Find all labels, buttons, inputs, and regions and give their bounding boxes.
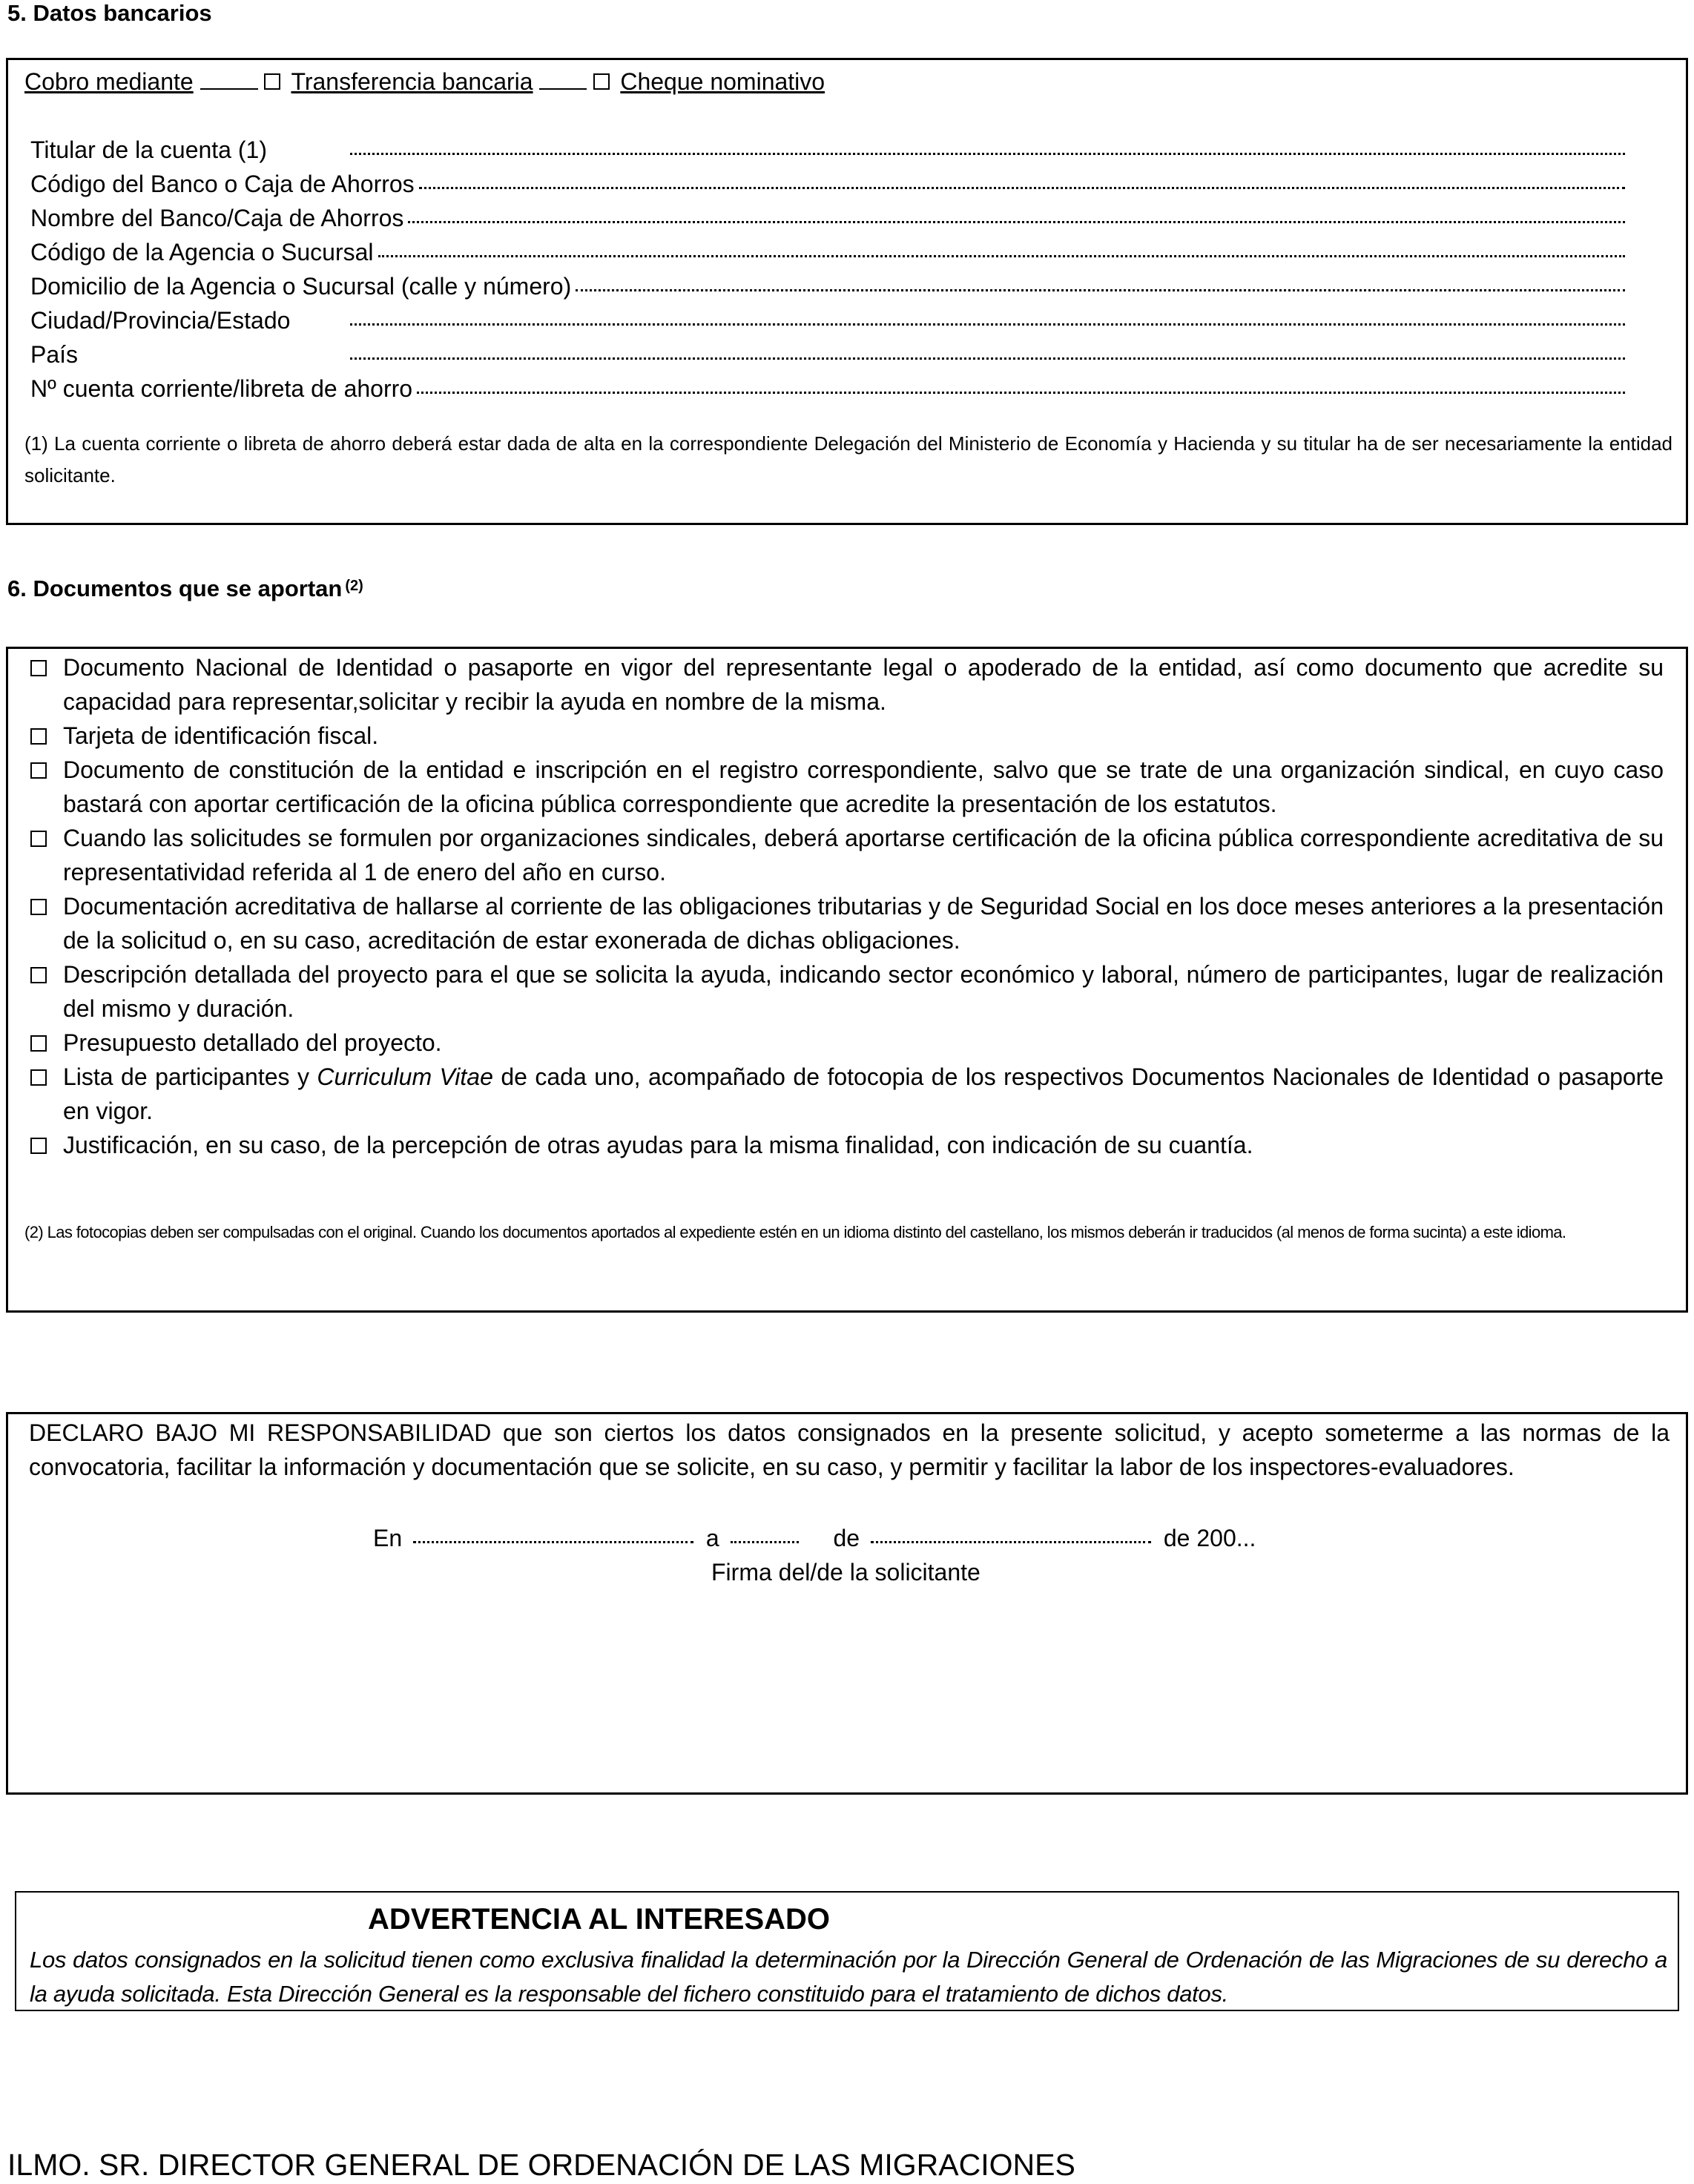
- field-bank-code[interactable]: [30, 167, 1625, 201]
- date-a-label: a: [705, 1525, 719, 1551]
- doc-item-text: Justificación, en su caso, de la percepción de otras ayudas para la misma finalidad, con indicación de su cuantía.: [63, 1132, 1253, 1158]
- doc-item-text: Presupuesto detallado del proyecto.: [63, 1029, 442, 1056]
- field-label: Nº cuenta corriente/libreta de ahorro: [30, 375, 413, 402]
- doc-checkbox[interactable]: [30, 660, 47, 676]
- doc-item-constitution: [30, 753, 1664, 821]
- doc-item-text: [63, 1060, 1664, 1128]
- doc-item-text-italic: Curriculum Vitae: [317, 1063, 493, 1090]
- cheque-option-label: Cheque nominativo: [620, 68, 825, 95]
- doc-checkbox[interactable]: [30, 1138, 47, 1154]
- doc-item-text: Documentación acreditativa de hallarse al corriente de las obligaciones tributarias y de Seguridad Social en los doce meses anteriores a la presentación de la solicitud o, en su caso, acreditación de estar exonerada de dichas obligaciones.: [63, 893, 1664, 954]
- payment-method-label: Cobro mediante: [24, 68, 194, 95]
- doc-item-text: Cuando las solicitudes se formulen por organizaciones sindicales, deberá aportarse certificación de la oficina pública correspondiente acreditativa de su representatividad referida al 1 de enero del año en curso.: [63, 825, 1664, 885]
- field-bank-name[interactable]: [30, 201, 1625, 235]
- cheque-checkbox[interactable]: [593, 73, 610, 90]
- field-label: Ciudad/Provincia/Estado: [30, 307, 291, 334]
- signature-area[interactable]: [156, 1600, 1538, 1778]
- declaration-box: [6, 1412, 1688, 1795]
- field-account-holder[interactable]: [30, 133, 1625, 167]
- day-input[interactable]: [731, 1541, 799, 1543]
- field-label: País: [30, 341, 79, 368]
- footnote-2: (2) Las fotocopias deben ser compulsadas con el original. Cuando los documentos aportados al expediente estén en un idioma distinto del castellano, los mismos deberán ir traducidos (al menos de forma sucinta) a este idioma.: [24, 1223, 1566, 1241]
- doc-checkbox[interactable]: [30, 967, 47, 983]
- field-country[interactable]: [30, 337, 1625, 372]
- signature-label: Firma del/de la solicitante: [711, 1559, 981, 1586]
- date-place-line: [373, 1521, 1256, 1555]
- transfer-checkbox[interactable]: [264, 73, 280, 90]
- doc-item-project-description: [30, 957, 1664, 1026]
- section-6-title-ref: (2): [345, 578, 363, 594]
- section-6-title-text: 6. Documentos que se aportan: [7, 575, 343, 601]
- place-input[interactable]: [413, 1541, 693, 1543]
- footnote-1: (1) La cuenta corriente o libreta de ahorro deberá estar dada de alta en la correspondiente Delegación del Ministerio de Economía y Hacienda y su titular ha de ser necesariamente la entidad solicitante.: [24, 432, 1672, 486]
- addressee: ILMO. SR. DIRECTOR GENERAL DE ORDENACIÓN DE LAS MIGRACIONES: [7, 2148, 1075, 2182]
- doc-item-union-certificate: [30, 821, 1664, 889]
- warning-body: Los datos consignados en la solicitud tienen como exclusiva finalidad la determinación por la Dirección General de Ordenación de las Migraciones de su derecho a la ayuda solicitada. Esta Dirección General es la responsable del fichero constituido para el tratamiento de dichos datos.: [30, 1947, 1667, 2007]
- field-label: Código del Banco o Caja de Ahorros: [30, 171, 415, 197]
- field-label: Código de la Agencia o Sucursal: [30, 239, 374, 265]
- doc-checkbox[interactable]: [30, 1069, 47, 1086]
- section-6-title: [7, 575, 363, 602]
- doc-item-text: Documento Nacional de Identidad o pasaporte en vigor del representante legal o apoderado de la entidad, así como documento que acredite su capacidad para representar,solicitar y recibir la ayuda en nombre de la misma.: [63, 654, 1664, 715]
- doc-checkbox[interactable]: [30, 728, 47, 745]
- doc-item-tax-compliance: [30, 889, 1664, 957]
- doc-checkbox[interactable]: [30, 899, 47, 915]
- section-5-title: 5. Datos bancarios: [7, 0, 212, 26]
- declaration-text: DECLARO BAJO MI RESPONSABILIDAD que son ciertos los datos consignados en la presente solicitud, y acepto someterme a las normas de la convocatoria, facilitar la información y documentación que se solicite, en su caso, y permitir y facilitar la labor de los inspectores-evaluadores.: [29, 1419, 1670, 1480]
- date-de-label: de: [833, 1525, 860, 1551]
- field-label: Domicilio de la Agencia o Sucursal (calle y número): [30, 273, 572, 300]
- doc-item-participants-cv: [30, 1060, 1664, 1128]
- documents-box: [6, 647, 1688, 1313]
- field-city-state[interactable]: [30, 303, 1625, 337]
- doc-item-text-part: Lista de participantes y: [63, 1063, 317, 1090]
- doc-item-text: Tarjeta de identificación fiscal.: [63, 722, 379, 749]
- field-branch-address[interactable]: [30, 269, 1625, 303]
- doc-checkbox[interactable]: [30, 762, 47, 779]
- doc-item-dni: [30, 650, 1664, 719]
- field-label: Nombre del Banco/Caja de Ahorros: [30, 205, 404, 231]
- doc-item-text: Documento de constitución de la entidad e inscripción en el registro correspondiente, salvo que se trate de una organización sindical, en cuyo caso bastará con aportar certificación de la oficina pública correspondiente que acredite la presentación de los estatutos.: [63, 756, 1664, 817]
- doc-checkbox[interactable]: [30, 831, 47, 847]
- doc-item-text: Descripción detallada del proyecto para el que se solicita la ayuda, indicando sector económico y laboral, número de participantes, lugar de realización del mismo y duración.: [63, 961, 1664, 1022]
- bank-details-box: [6, 58, 1688, 525]
- month-input[interactable]: [871, 1541, 1151, 1543]
- warning-title: ADVERTENCIA AL INTERESADO: [368, 1903, 831, 1936]
- field-account-number[interactable]: [30, 372, 1625, 406]
- warning-box: [15, 1891, 1679, 2011]
- doc-item-text-part: de cada uno, acompañado de fotocopia de los respectivos Documentos Nacionales de Identidad o pasaporte en vigor.: [63, 1063, 1664, 1124]
- field-label: Titular de la cuenta (1): [30, 136, 267, 163]
- year-label: de 200...: [1163, 1525, 1256, 1551]
- field-branch-code[interactable]: [30, 235, 1625, 269]
- doc-item-budget: [30, 1026, 1664, 1060]
- transfer-option-label: Transferencia bancaria: [291, 68, 533, 95]
- doc-checkbox[interactable]: [30, 1035, 47, 1052]
- doc-item-cif: [30, 719, 1664, 753]
- doc-item-other-aid: [30, 1128, 1664, 1162]
- payment-method-row: [24, 65, 825, 99]
- date-en-label: En: [373, 1525, 403, 1551]
